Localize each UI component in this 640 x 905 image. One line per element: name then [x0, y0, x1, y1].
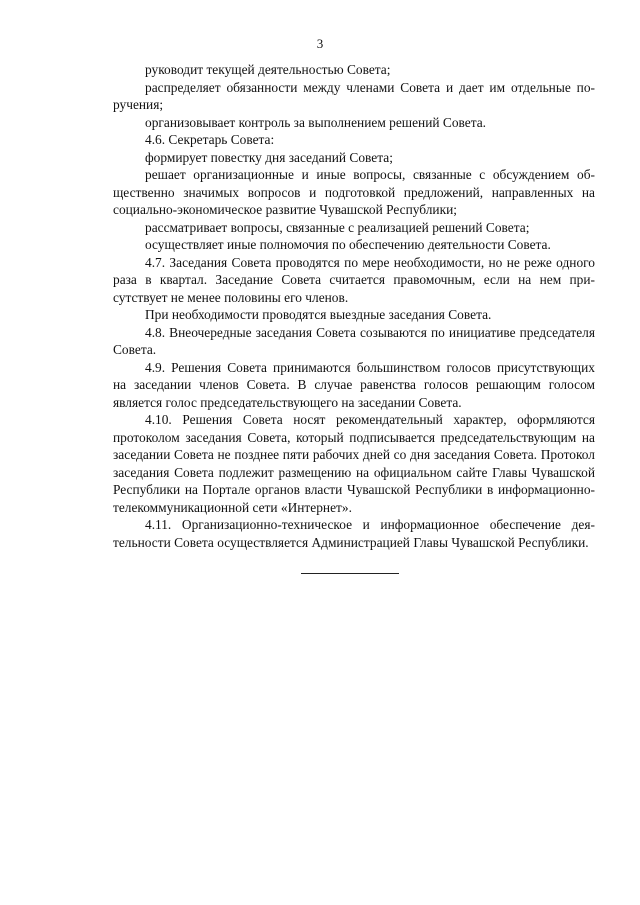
paragraph-secretary-review: рассматривает вопросы, связанные с реализацией решений Совета; — [145, 219, 530, 235]
paragraph-4-6-heading: 4.6. Секретарь Совета: — [145, 132, 275, 147]
paragraph-secretary-agenda: формирует повестку дня заседаний Совета; — [145, 149, 393, 165]
paragraph-field-meetings: При необходимости проводятся выездные заседания Совета. — [145, 307, 492, 322]
document-body — [113, 61, 595, 551]
paragraph-secretary-other: осуществляет иные полномочия по обеспечению деятельности Совета. — [145, 237, 551, 252]
page-number: 3 — [316, 36, 324, 51]
paragraph-duty-manage: руководит текущей деятельностью Совета; — [145, 62, 391, 77]
paragraph-4-7: 4.7. Заседания Совета проводятся по мере необходимости, но не реже одного раза в квартал. Заседание Совета считается правомочным, если на нем присутствует не менее половины его членов. — [113, 254, 595, 305]
paragraph-duty-control: организовывает контроль за выполнением решений Совета. — [145, 114, 487, 130]
end-separator-line — [301, 573, 399, 574]
paragraph-duty-distribute: распределяет обязанности между членами Совета и дает им отдельные поручения; — [113, 79, 595, 112]
paragraph-4-8: 4.8. Внеочередные заседания Совета созываются по инициативе председателя Совета. — [113, 324, 595, 357]
paragraph-4-10: 4.10. Решения Совета носят рекомендательный характер, оформляются протоколом заседания Совета, который подписывается председательствующим на заседании Совета не позднее пяти рабочих дней со дня заседания Совета. Протокол заседания Совета подлежит размещению на официальном сайте Главы Чувашской Республики на Портале органов власти Чувашской Республики в информационно-телекоммуникационной сети «Интернет». — [113, 412, 595, 515]
paragraph-secretary-organizational: решает организационные и иные вопросы, связанные с обсуждением общественно значимых вопросов и подготовкой предложений, направленных на социально-экономическое развитие Чувашской Республики; — [113, 167, 595, 217]
paragraph-4-11: 4.11. Организационно-техническое и информационное обеспечение деятельности Совета осуществляется Администрацией Главы Чувашской Республики. — [113, 517, 595, 550]
paragraph-4-9: 4.9. Решения Совета принимаются большинством голосов присутствующих на заседании членов Совета. В случае равенства голосов решающим голосом является голос председательствующего на заседании Совета. — [113, 359, 595, 410]
